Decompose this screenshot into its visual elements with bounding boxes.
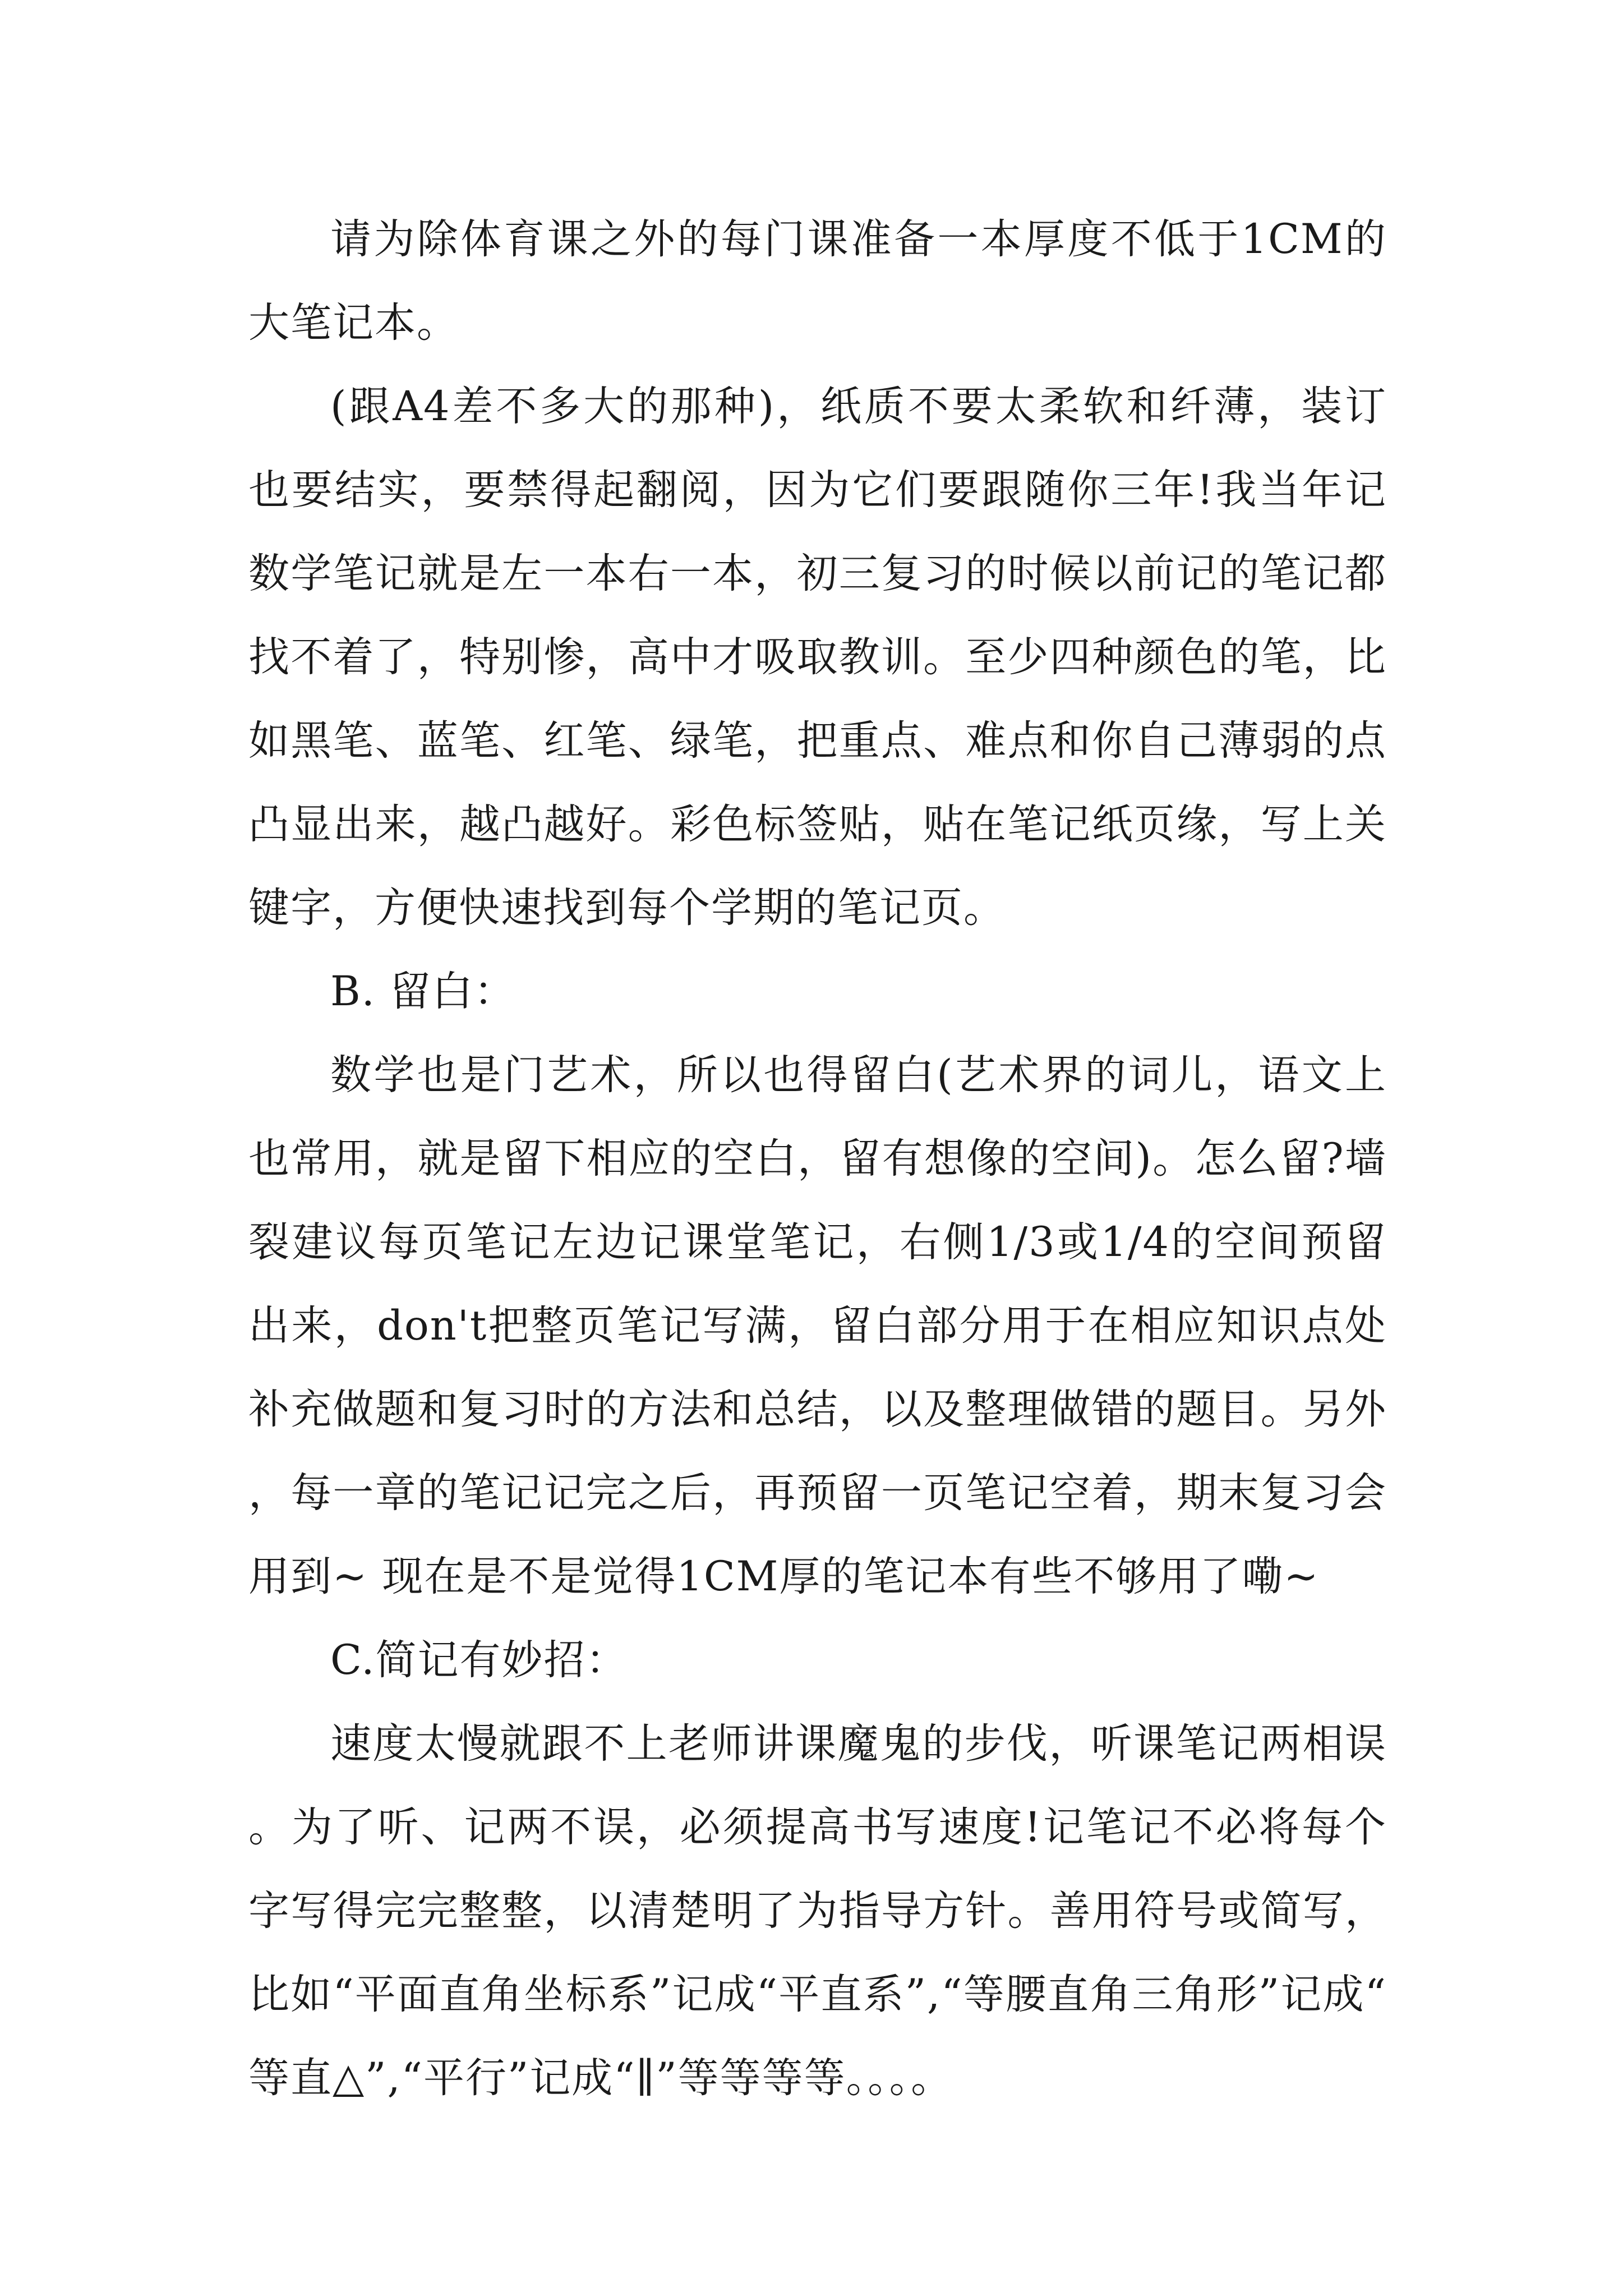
paragraph-leave-blank: 数学也是门艺术，所以也得留白(艺术界的词儿，语文上也常用，就是留下相应的空白，留有想像的空间)。怎么留?墙裂建议每页笔记左边记课堂笔记，右侧1/3或1/4的空间预留出来，don't把整页笔记写满，留白部分用于在相应知识点处补充做题和复习时的方法和总结，以及整理做错的题目。另外，每一章的笔记记完之后，再预留一页笔记空着，期末复习会用到~ 现在是不是觉得1CM厚的笔记本有些不够用了嘞~ <box>248 1051 1387 1600</box>
document-body <box>248 197 1387 2120</box>
section-heading-c: C.简记有妙招： <box>330 1636 628 1684</box>
paragraph-notebook-details: (跟A4差不多大的那种)，纸质不要太柔软和纤薄，装订也要结实，要禁得起翻阅，因为它们要跟随你三年!我当年记数学笔记就是左一本右一本，初三复习的时候以前记的笔记都找不着了，特别惨，高中才吸取教训。至少四种颜色的笔，比如黑笔、蓝笔、红笔、绿笔，把重点、难点和你自己薄弱的点凸显出来，越凸越好。彩色标签贴，贴在笔记纸页缘，写上关键字，方便快速找到每个学期的笔记页。 <box>248 383 1387 932</box>
paragraph-notebook-requirement: 请为除体育课之外的每门课准备一本厚度不低于1CM的大笔记本。 <box>248 215 1387 347</box>
paragraph-shorthand: 速度太慢就跟不上老师讲课魔鬼的步伐，听课笔记两相误。为了听、记两不误，必须提高书写速度!记笔记不必将每个字写得完完整整，以清楚明了为指导方针。善用符号或简写，比如“平面直角坐标系”记成“平直系”,“等腰直角三角形”记成“等直△”,“平行”记成“∥”等等等等。。。。 <box>248 1720 1387 2102</box>
section-heading-b: B. 留白： <box>330 968 517 1015</box>
